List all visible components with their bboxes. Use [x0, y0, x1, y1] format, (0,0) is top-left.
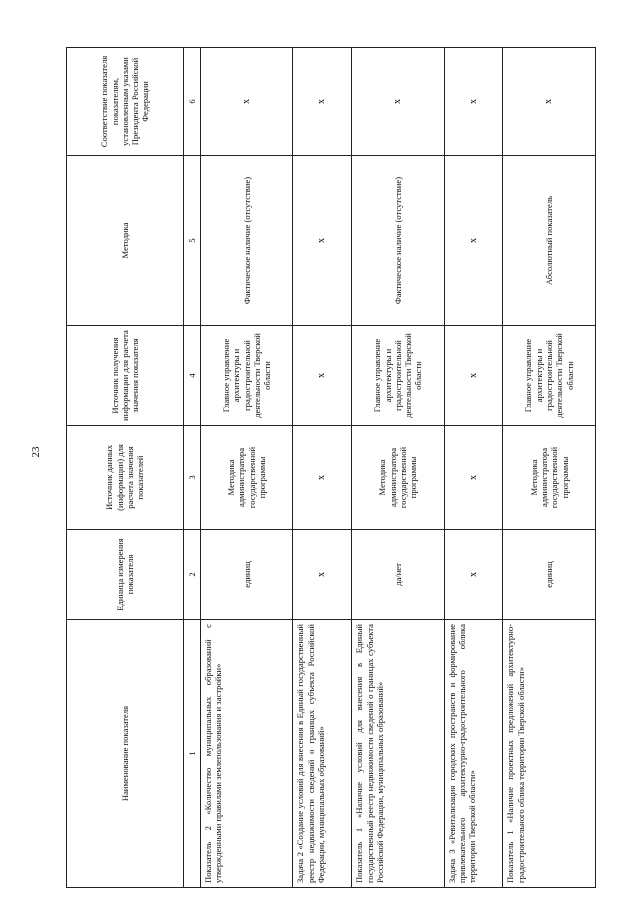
row-data-source: Методика администратора государственной программы — [201, 426, 293, 530]
indicator-table-rotated — [66, 48, 596, 888]
column-number: 6 — [184, 48, 201, 156]
table-row — [444, 48, 503, 888]
table-row — [352, 48, 444, 888]
header-data-source: Источник данных (информации) для расчета значения показателей — [67, 426, 184, 530]
header-unit: Единица измерения показателя — [67, 530, 184, 620]
row-data-source: x — [293, 426, 352, 530]
row-methodology: Абсолютный показатель — [503, 156, 596, 326]
row-methodology: x — [293, 156, 352, 326]
row-indicator-name: Задача 3 «Ревитализация городских пространств и формирование привлекательного архитектурно-градостроительного облика территории Тверской области» — [444, 620, 503, 888]
row-unit: да/нет — [352, 530, 444, 620]
row-compliance: x — [444, 48, 503, 156]
row-methodology: Фактическое наличие (отсутствие) — [201, 156, 293, 326]
row-info-source: Главное управление архитектуры и градостроительной деятельности Тверской области — [352, 326, 444, 426]
row-compliance: x — [201, 48, 293, 156]
row-indicator-name: Показатель 1 «Наличие условий для внесения в Единый государственный реестр недвижимости сведений о границах субъекта Российской Федерации, муниципальных образований» — [352, 620, 444, 888]
header-presidential-compliance: Соответствие показателя показателям, установленным указами Президента Российской Федерации — [67, 48, 184, 156]
column-number: 5 — [184, 156, 201, 326]
header-indicator-name: Наименование показателя — [67, 620, 184, 888]
header-info-source: Источник получения информации для расчета значения показателя — [67, 326, 184, 426]
column-number-row — [184, 48, 201, 888]
row-unit: единиц — [201, 530, 293, 620]
row-data-source: x — [444, 426, 503, 530]
row-unit: x — [444, 530, 503, 620]
column-number: 1 — [184, 620, 201, 888]
table-row — [293, 48, 352, 888]
column-number: 3 — [184, 426, 201, 530]
row-indicator-name: Показатель 1 «Наличие проектных предложений архитектурно-градостроительного облика территории Тверской области» — [503, 620, 596, 888]
table-row — [201, 48, 293, 888]
row-indicator-name: Показатель 2 «Количество муниципальных образований с утвержденными правилами землепользования и застройки» — [201, 620, 293, 888]
row-methodology: Фактическое наличие (отсутствие) — [352, 156, 444, 326]
row-indicator-name: Задача 2 «Создание условий для внесения в Единый государственный реестр недвижимости сведений о границах субъекта Российской Федерации, муниципальных образований» — [293, 620, 352, 888]
row-methodology: x — [444, 156, 503, 326]
row-unit: x — [293, 530, 352, 620]
row-info-source: x — [444, 326, 503, 426]
table-row — [503, 48, 596, 888]
column-number: 2 — [184, 530, 201, 620]
row-compliance: x — [352, 48, 444, 156]
row-data-source: Методика администратора государственной программы — [352, 426, 444, 530]
row-compliance: x — [293, 48, 352, 156]
indicator-table — [66, 47, 596, 888]
row-info-source: x — [293, 326, 352, 426]
row-unit: единиц — [503, 530, 596, 620]
row-compliance: x — [503, 48, 596, 156]
page-number: 23 — [30, 446, 42, 458]
row-info-source: Главное управление архитектуры и градостроительной деятельности Тверской области — [201, 326, 293, 426]
row-info-source: Главное управление архитектуры и градостроительной деятельности Тверской области — [503, 326, 596, 426]
table-header-row — [67, 48, 184, 888]
row-data-source: Методика администратора государственной программы — [503, 426, 596, 530]
header-methodology: Методика — [67, 156, 184, 326]
column-number: 4 — [184, 326, 201, 426]
